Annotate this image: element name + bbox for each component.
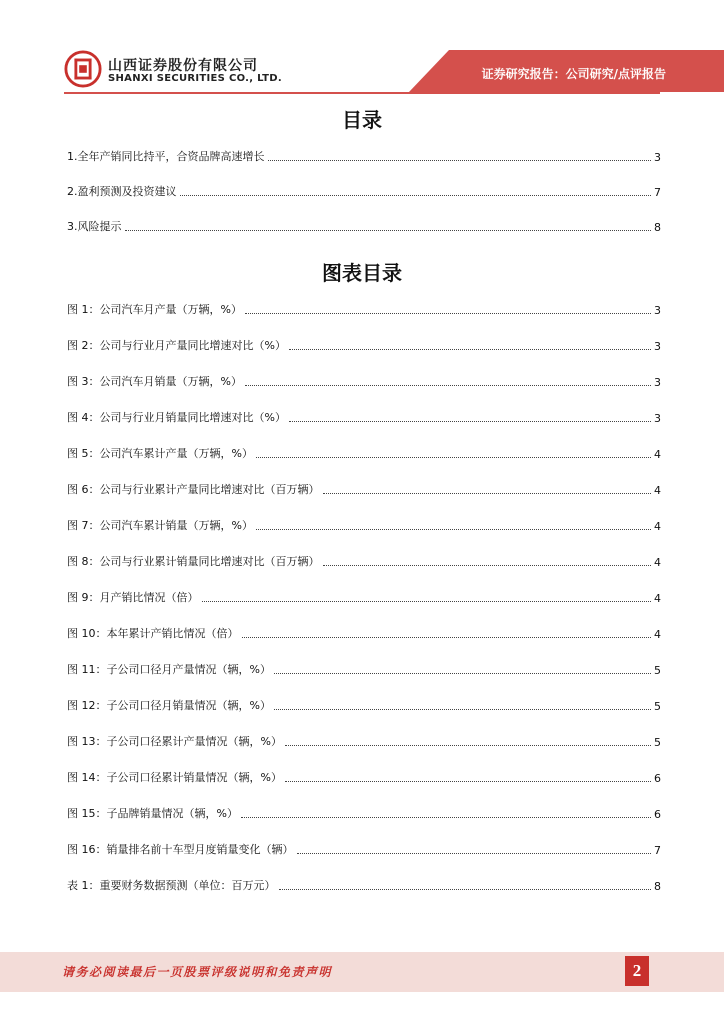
- toc-entry[interactable]: [67, 481, 661, 497]
- company-logo-icon: [64, 50, 102, 88]
- toc-entry-page: 4: [654, 484, 661, 497]
- toc-entry-page: 4: [654, 556, 661, 569]
- toc-leader-dots: [245, 313, 651, 314]
- toc-entry-page: 3: [654, 412, 661, 425]
- toc-leader-dots: [289, 421, 651, 422]
- toc-leader-dots: [268, 160, 652, 161]
- toc-entry-label: 图 7：公司汽车累计销量（万辆，%）: [67, 519, 253, 532]
- toc-leader-dots: [245, 385, 651, 386]
- toc-entry-label: 图 12：子公司口径月销量情况（辆，%）: [67, 699, 271, 712]
- toc-leader-dots: [285, 781, 651, 782]
- toc-entry[interactable]: [67, 733, 661, 749]
- toc-entry-label: 图 2：公司与行业月产量同比增速对比（%）: [67, 339, 286, 352]
- toc-entry-label: 图 11：子公司口径月产量情况（辆，%）: [67, 663, 271, 676]
- toc-entry[interactable]: [67, 218, 661, 234]
- toc-entry[interactable]: [67, 373, 661, 389]
- toc-entry[interactable]: [67, 661, 661, 677]
- toc-entry-page: 8: [654, 221, 661, 234]
- toc-entry[interactable]: [67, 445, 661, 461]
- toc-entry-page: 5: [654, 736, 661, 749]
- toc-entry[interactable]: [67, 697, 661, 713]
- toc-entry-label: 图 3：公司汽车月销量（万辆，%）: [67, 375, 242, 388]
- header-divider: [64, 92, 660, 94]
- toc-leader-dots: [256, 457, 651, 458]
- toc-leader-dots: [279, 889, 652, 890]
- toc-entry-label: 2.盈利预测及投资建议: [67, 185, 177, 198]
- toc-entry-page: 8: [654, 880, 661, 893]
- report-type-label: 证券研究报告：公司研究/点评报告: [481, 67, 666, 81]
- toc-entry-page: 7: [654, 186, 661, 199]
- toc-entry-label: 图 1：公司汽车月产量（万辆，%）: [67, 303, 242, 316]
- toc-leader-dots: [297, 853, 652, 854]
- toc-entry[interactable]: [67, 183, 661, 199]
- toc-leader-dots: [242, 637, 652, 638]
- toc-entry[interactable]: [67, 409, 661, 425]
- toc-entry-page: 6: [654, 808, 661, 821]
- toc-entry[interactable]: [67, 877, 661, 893]
- toc-entry-page: 7: [654, 844, 661, 857]
- toc-entry[interactable]: [67, 148, 661, 164]
- page-number: 2: [625, 956, 649, 986]
- toc-entry[interactable]: [67, 625, 661, 641]
- toc-entry-label: 图 16：销量排名前十车型月度销量变化（辆）: [67, 843, 294, 856]
- toc-leader-dots: [274, 709, 651, 710]
- toc-entry-label: 1.全年产销同比持平，合资品牌高速增长: [67, 150, 265, 163]
- toc-entry-label: 图 4：公司与行业月销量同比增速对比（%）: [67, 411, 286, 424]
- toc-leader-dots: [125, 230, 652, 231]
- toc-entry-label: 表 1：重要财务数据预测（单位：百万元）: [67, 879, 276, 892]
- toc-entry-page: 4: [654, 592, 661, 605]
- toc-entry-page: 6: [654, 772, 661, 785]
- toc-leader-dots: [289, 349, 651, 350]
- toc-leader-dots: [323, 565, 652, 566]
- toc-entry-label: 图 8：公司与行业累计销量同比增速对比（百万辆）: [67, 555, 320, 568]
- company-name-en: SHANXI SECURITIES CO., LTD.: [108, 73, 282, 84]
- toc-leader-dots: [323, 493, 652, 494]
- toc-leader-dots: [241, 817, 651, 818]
- figures-toc-title: 图表目录: [322, 261, 402, 285]
- toc-leader-dots: [274, 673, 651, 674]
- toc-entry-label: 3.风险提示: [67, 220, 122, 233]
- toc-entry[interactable]: [67, 553, 661, 569]
- toc-entry-page: 4: [654, 520, 661, 533]
- toc-entry-label: 图 14：子公司口径累计销量情况（辆，%）: [67, 771, 282, 784]
- toc-leader-dots: [256, 529, 651, 530]
- toc-entry[interactable]: [67, 805, 661, 821]
- toc-leader-dots: [202, 601, 652, 602]
- toc-entry-page: 3: [654, 340, 661, 353]
- toc-entry-page: 3: [654, 151, 661, 164]
- toc-entry-label: 图 5：公司汽车累计产量（万辆，%）: [67, 447, 253, 460]
- company-name-cn: 山西证券股份有限公司: [108, 58, 258, 74]
- footer-disclaimer: 请务必阅读最后一页股票评级说明和免责声明: [62, 965, 333, 979]
- toc-entry-label: 图 6：公司与行业累计产量同比增速对比（百万辆）: [67, 483, 320, 496]
- toc-entry-page: 4: [654, 628, 661, 641]
- toc-entry[interactable]: [67, 337, 661, 353]
- toc-entry-page: 3: [654, 304, 661, 317]
- toc-entry-page: 5: [654, 664, 661, 677]
- toc-leader-dots: [180, 195, 652, 196]
- toc-entry-label: 图 10：本年累计产销比情况（倍）: [67, 627, 239, 640]
- toc-entry[interactable]: [67, 841, 661, 857]
- toc-entry-label: 图 9：月产销比情况（倍）: [67, 591, 199, 604]
- toc-entry-page: 5: [654, 700, 661, 713]
- toc-entry-page: 3: [654, 376, 661, 389]
- toc-entry[interactable]: [67, 589, 661, 605]
- toc-entry-page: 4: [654, 448, 661, 461]
- toc-leader-dots: [285, 745, 651, 746]
- toc-entry[interactable]: [67, 769, 661, 785]
- toc-entry-label: 图 13：子公司口径累计产量情况（辆，%）: [67, 735, 282, 748]
- toc-entry[interactable]: [67, 517, 661, 533]
- page-header: [0, 0, 724, 100]
- toc-entry-label: 图 15：子品牌销量情况（辆，%）: [67, 807, 238, 820]
- toc-entry[interactable]: [67, 301, 661, 317]
- toc-title: 目录: [342, 108, 382, 132]
